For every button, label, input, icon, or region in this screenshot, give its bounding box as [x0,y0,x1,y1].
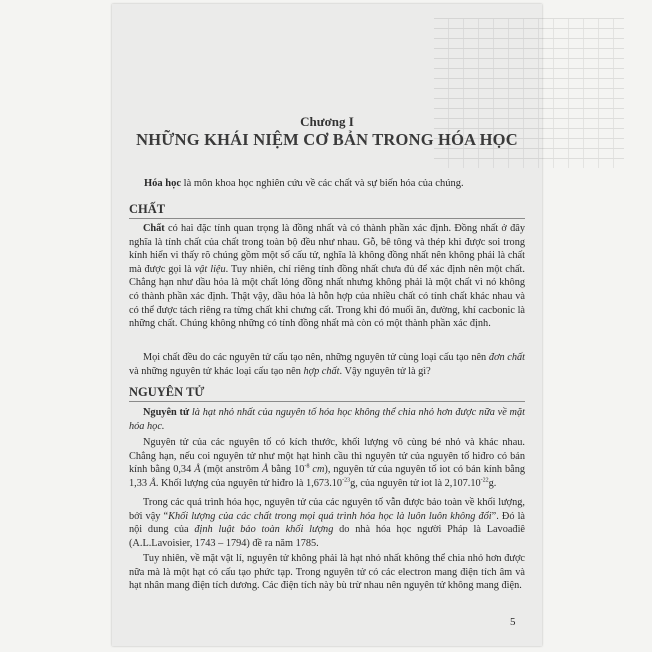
nguyen-tu-paragraph-2 [129,436,525,490]
nt-p3-t1: Trong các quá trình hóa học, nguyên tử của các nguyên tố vẫn được bảo toàn về khối lượng, bởi vậy “ [129,497,525,522]
angstrom-symbol: Å [194,464,201,476]
nt-p3-t2: ”. Đó là nội dung của [129,510,526,536]
exponent: -8 [304,463,310,470]
intro-paragraph [144,176,524,191]
intro-term: Hóa học [144,178,182,189]
section-heading-nguyen-tu: NGUYÊN TỬ [129,385,205,399]
nguyen-tu-paragraph-3 [129,496,525,550]
chat-p1-italic: vật liệu [194,263,226,275]
nt-p2-t6: g, của nguyên tử iot là 2,107.10 [350,477,481,489]
exponent: -23 [342,477,351,484]
section-rule-chat [129,218,525,219]
nt-p2-t5: . Khối lượng của nguyên tử hiđro là 1,673.10 [155,477,343,489]
nt-p2-t3: bằng 10 [268,464,305,476]
angstrom-symbol: Å [149,477,156,489]
chat-term: Chất [143,223,165,234]
nguyen-tu-paragraph-4: Tuy nhiên, về mặt vật lí, nguyên tử không phải là hạt nhỏ nhất không thể chia nhỏ hơn được nữa mà là một hạt có cấu tạo phức tạp. Trong nguyên tử có các electron mang điện tích âm và hạt nhân mang điện tích dương. Các điện tích này bù trừ nhau nên nguyên tử không mang điện. [129,553,525,592]
book-page [112,4,542,646]
page-content [112,4,542,646]
chapter-title: NHỮNG KHÁI NIỆM CƠ BẢN TRONG HÓA HỌC [136,130,518,149]
chat-paragraph-1 [129,222,525,331]
nt-p2-t7: g. [488,477,497,489]
section-heading-chat: CHẤT [129,202,166,216]
nguyen-tu-paragraph-1 [129,406,525,433]
nguyen-tu-definition: là hạt nhỏ nhất của nguyên tố hóa học không thể chia nhỏ hơn được nữa về mặt hóa học. [129,407,525,432]
nt-p3-t3: do nhà hóa học người Pháp là Lavoađiê (A.L.Lavoisier, 1743 – 1794) đề ra năm 1785. [129,524,525,549]
section-rule-nguyen-tu [129,401,525,402]
chapter-label: Chương I [300,114,354,129]
chat-p1-text-b: . Tuy nhiên, chỉ riêng tính đồng nhất chưa đủ để xác định nên một chất. Chẳng hạn như dầu hỏa là một chất lỏng đồng nhất nhưng không phải là một chất vì nó không có thành phần xác định. Thật vậy, dầu hỏa là hỗn hợp của nhiều chất có tính chất khác nhau và có thể được tách riêng ra từng chất khi chưng cất. Trong khi đó muối ăn, đường, khí cacbonic là những chất. Chúng không những có tính đồng nhất mà còn có một thành phần xác định. [129,263,525,330]
nt-p3-law-name: định luật bảo toàn khối lượng [194,524,334,536]
nt-p2-t2: (một anstrôm [200,464,262,476]
chat-p2-text-b: và những nguyên tử khác loại cấu tạo nên [129,365,304,377]
chat-p2-italic-b: hợp chất [303,365,340,377]
nguyen-tu-term: Nguyên tử [143,407,190,418]
chat-p2-italic-a: đơn chất [488,352,525,363]
unit-cm: cm [309,464,325,476]
angstrom-symbol: Å [261,464,269,476]
exponent: -22 [480,477,489,484]
chat-p2-text-a: Mọi chất đều do các nguyên tử cấu tạo nên, những nguyên tử cùng loại cấu tạo nên [143,352,489,363]
nt-p2-t4: ), nguyên tử của nguyên tố iot có bán kính bằng 1,33 [129,464,525,489]
intro-text: là môn khoa học nghiên cứu về các chất và sự biến hóa của chúng. [181,178,464,189]
page-number: 5 [510,616,516,628]
chat-p2-text-c: . Vậy nguyên tử là gì? [339,365,431,377]
nt-p2-t1: Nguyên tử của các nguyên tố có kích thước, khối lượng vô cùng bé nhỏ và khác nhau. Chẳng hạn, nếu coi nguyên tử như một hạt hình cầu thì nguyên tử của nguyên tố hiđro có bán kính bằng 0,34 [129,437,525,476]
chat-paragraph-2 [129,351,525,378]
nt-p3-law-quote: Khối lượng của các chất trong mọi quá trình hóa học là luôn luôn không đổi [168,510,492,522]
chat-p1-text-a: có hai đặc tính quan trọng là đồng nhất và có thành phần xác định. Đồng nhất ở đây nghĩa là tính chất của chất trong toàn bộ đều như nhau. Gỗ, bê tông và thép khi được soi trong kính hiển vi thấy rõ chúng gồm một số cấu tử, nghĩa là không đồng nhất nên không phải là chất mà được gọi là [129,223,525,275]
